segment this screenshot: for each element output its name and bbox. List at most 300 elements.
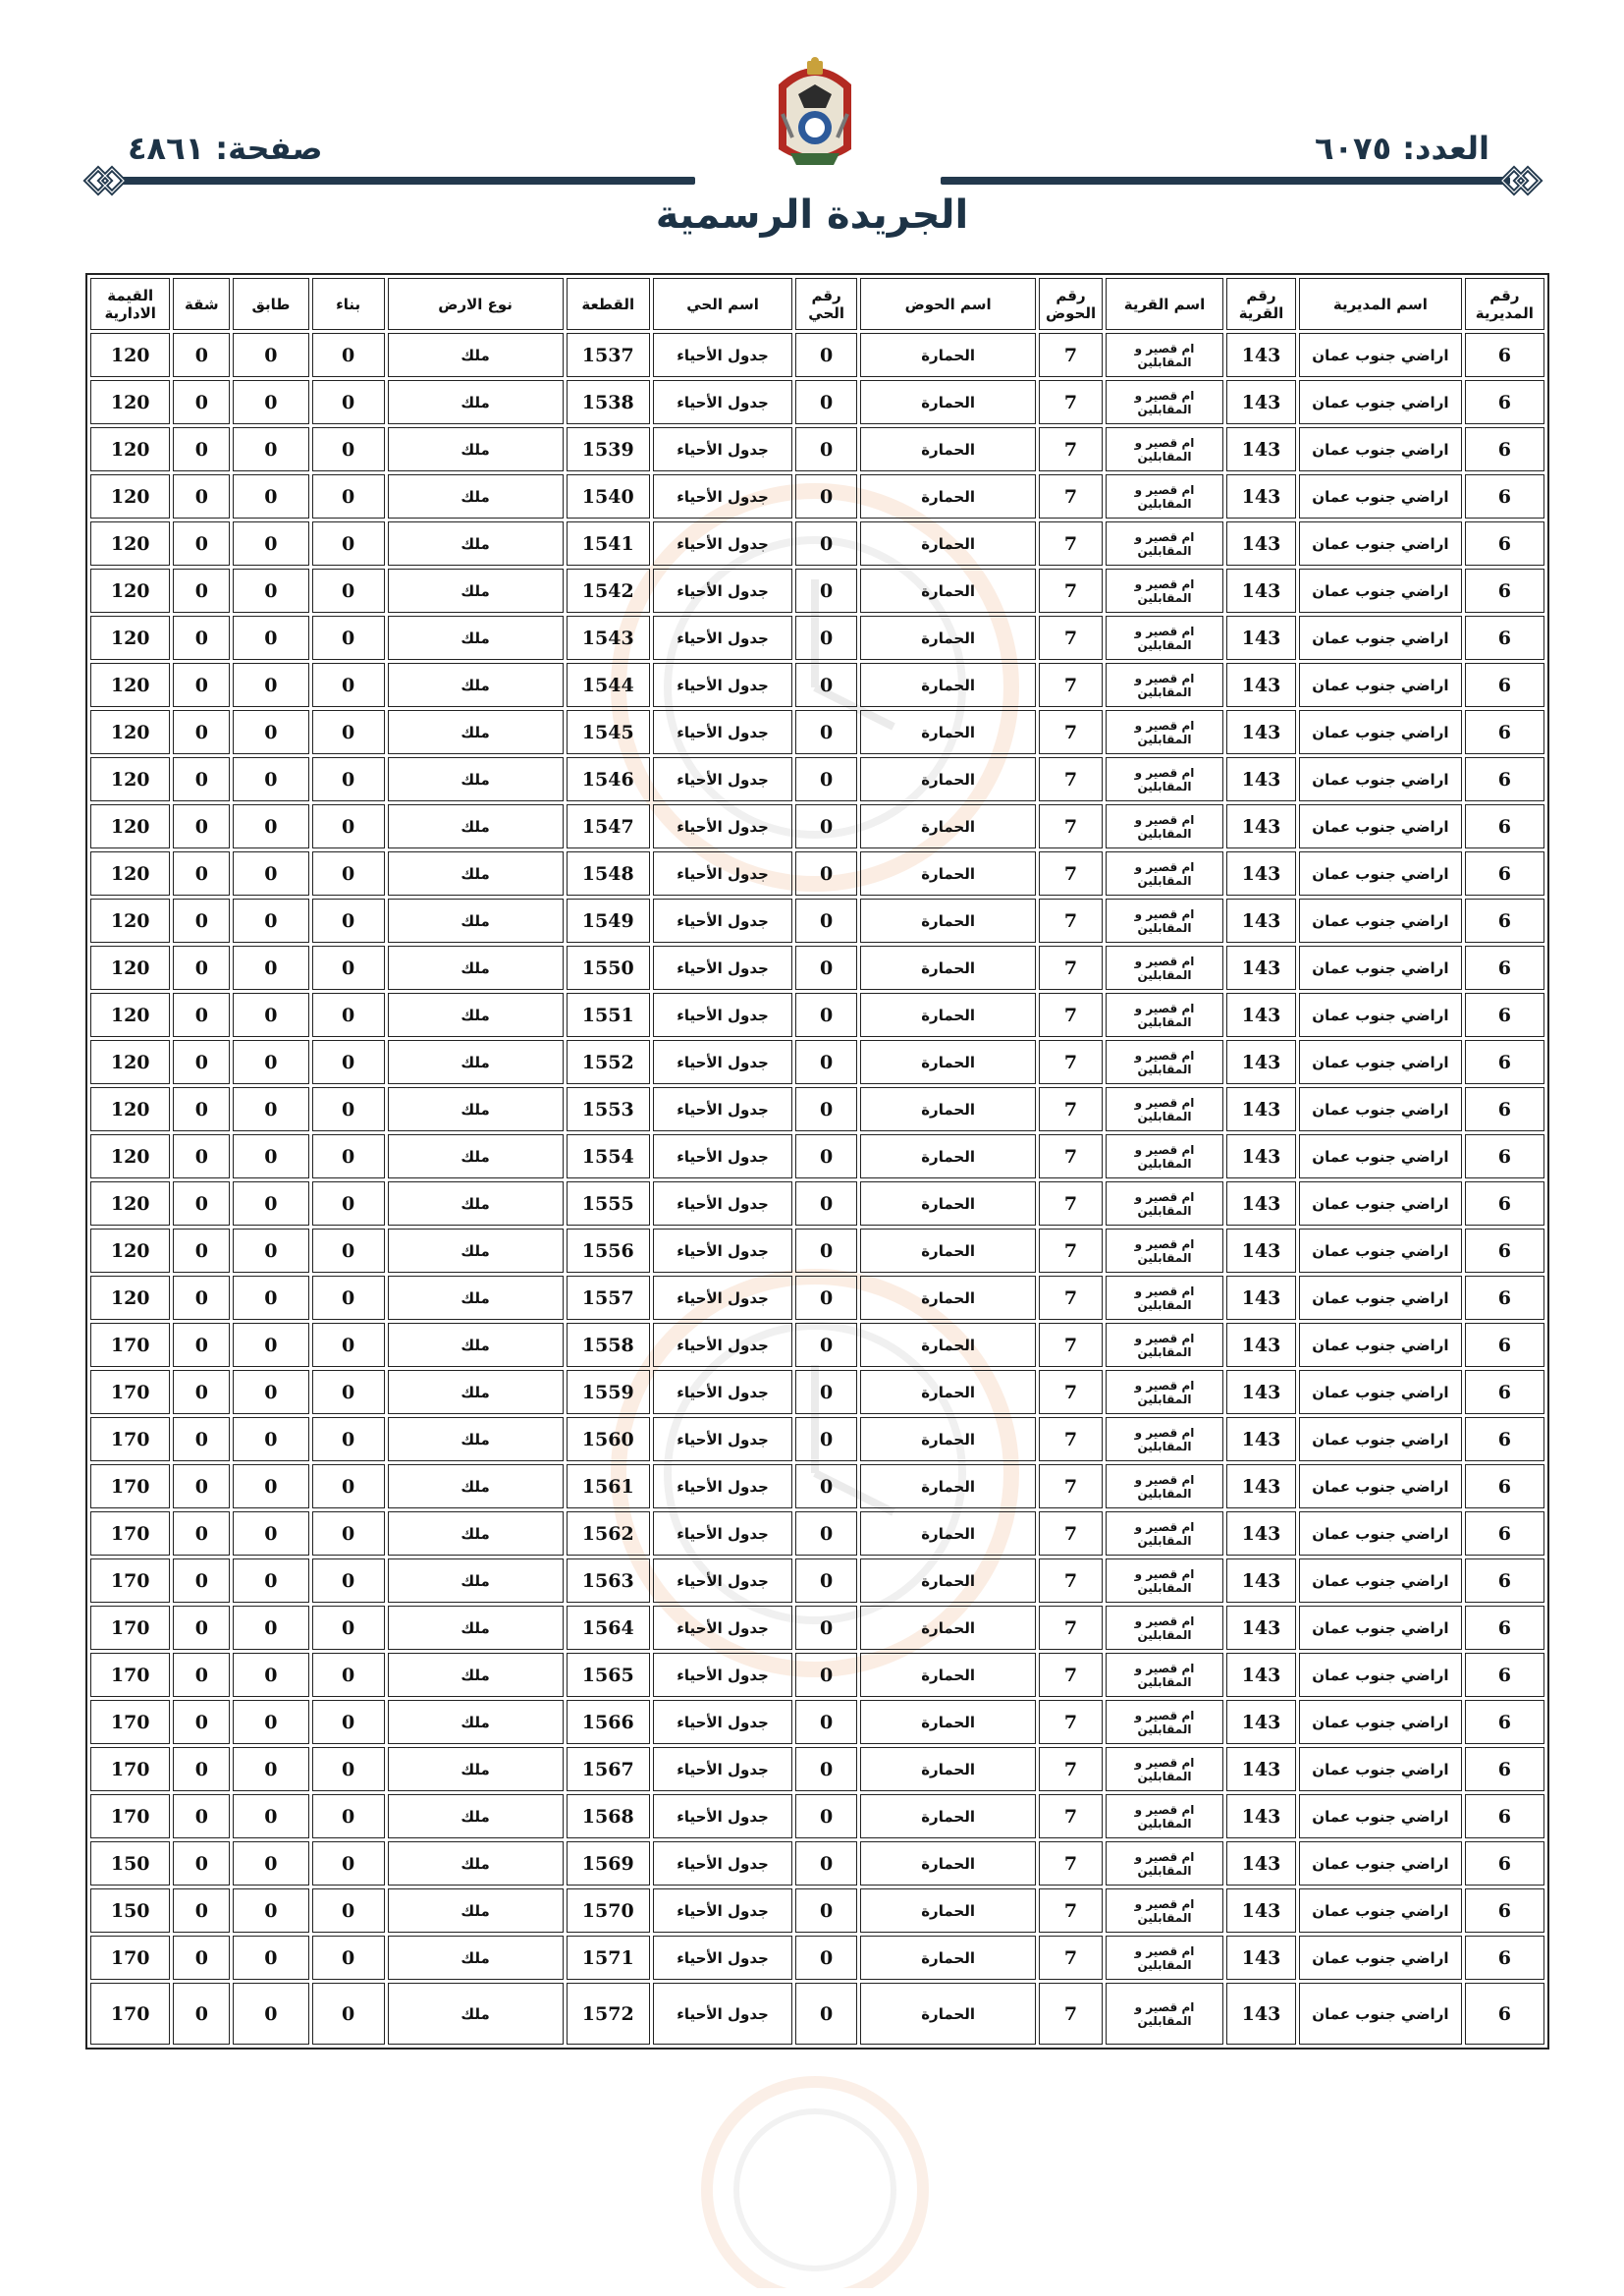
directorate-name-cell: اراضي جنوب عمان xyxy=(1299,427,1462,471)
basin-name-cell: الحمارة xyxy=(860,333,1036,377)
column-header: طابق xyxy=(233,278,308,330)
apartment-cell: 0 xyxy=(173,474,230,519)
building-cell: 0 xyxy=(312,1276,385,1320)
table-row xyxy=(90,1558,1544,1603)
basin-number-cell: 7 xyxy=(1039,1323,1103,1367)
table-row xyxy=(90,1747,1544,1791)
floor-cell: 0 xyxy=(233,1087,308,1131)
admin-value-cell: 120 xyxy=(90,333,170,377)
district-name-cell: جدول الأحياء xyxy=(653,1040,792,1084)
district-name-cell: جدول الأحياء xyxy=(653,521,792,566)
directorate-number-cell: 6 xyxy=(1465,380,1544,424)
village-number-cell: 143 xyxy=(1226,569,1296,613)
parcel-cell: 1562 xyxy=(567,1511,650,1556)
basin-number-cell: 7 xyxy=(1039,710,1103,754)
apartment-cell: 0 xyxy=(173,1653,230,1697)
village-number-cell: 143 xyxy=(1226,521,1296,566)
building-cell: 0 xyxy=(312,1511,385,1556)
table-row xyxy=(90,1606,1544,1650)
district-number-cell: 0 xyxy=(795,1464,857,1508)
village-number-cell: 143 xyxy=(1226,1087,1296,1131)
apartment-cell: 0 xyxy=(173,1558,230,1603)
directorate-number-cell: 6 xyxy=(1465,946,1544,990)
basin-name-cell: الحمارة xyxy=(860,569,1036,613)
directorate-number-cell: 6 xyxy=(1465,1700,1544,1744)
parcel-cell: 1554 xyxy=(567,1134,650,1178)
table-row xyxy=(90,1888,1544,1933)
village-name-cell: ام قصير و المقابلين xyxy=(1106,946,1223,990)
district-number-cell: 0 xyxy=(795,1276,857,1320)
column-header: اسم القرية xyxy=(1106,278,1223,330)
village-number-cell: 143 xyxy=(1226,1888,1296,1933)
district-number-cell: 0 xyxy=(795,899,857,943)
land-type-cell: ملك xyxy=(388,1558,564,1603)
land-type-cell: ملك xyxy=(388,710,564,754)
basin-name-cell: الحمارة xyxy=(860,1323,1036,1367)
directorate-name-cell: اراضي جنوب عمان xyxy=(1299,1936,1462,1980)
apartment-cell: 0 xyxy=(173,1181,230,1226)
clock-watermark-icon xyxy=(511,2062,1119,2288)
floor-cell: 0 xyxy=(233,380,308,424)
basin-name-cell: الحمارة xyxy=(860,1464,1036,1508)
basin-name-cell: الحمارة xyxy=(860,1653,1036,1697)
village-name-cell: ام قصير و المقابلين xyxy=(1106,1134,1223,1178)
district-number-cell: 0 xyxy=(795,1417,857,1461)
district-name-cell: جدول الأحياء xyxy=(653,427,792,471)
basin-number-cell: 7 xyxy=(1039,1417,1103,1461)
basin-name-cell: الحمارة xyxy=(860,1747,1036,1791)
district-name-cell: جدول الأحياء xyxy=(653,1464,792,1508)
table-row xyxy=(90,1794,1544,1838)
directorate-number-cell: 6 xyxy=(1465,1794,1544,1838)
district-name-cell: جدول الأحياء xyxy=(653,616,792,660)
village-number-cell: 143 xyxy=(1226,474,1296,519)
basin-name-cell: الحمارة xyxy=(860,851,1036,896)
directorate-number-cell: 6 xyxy=(1465,1040,1544,1084)
district-number-cell: 0 xyxy=(795,616,857,660)
land-type-cell: ملك xyxy=(388,1181,564,1226)
parcel-cell: 1571 xyxy=(567,1936,650,1980)
floor-cell: 0 xyxy=(233,427,308,471)
basin-name-cell: الحمارة xyxy=(860,1229,1036,1273)
directorate-number-cell: 6 xyxy=(1465,616,1544,660)
district-number-cell: 0 xyxy=(795,710,857,754)
building-cell: 0 xyxy=(312,474,385,519)
directorate-name-cell: اراضي جنوب عمان xyxy=(1299,1134,1462,1178)
land-type-cell: ملك xyxy=(388,899,564,943)
apartment-cell: 0 xyxy=(173,1087,230,1131)
column-header: رقم الحوض xyxy=(1039,278,1103,330)
building-cell: 0 xyxy=(312,380,385,424)
village-name-cell: ام قصير و المقابلين xyxy=(1106,616,1223,660)
admin-value-cell: 120 xyxy=(90,710,170,754)
header-rule-left xyxy=(120,177,695,185)
land-type-cell: ملك xyxy=(388,1370,564,1414)
floor-cell: 0 xyxy=(233,1134,308,1178)
admin-value-cell: 120 xyxy=(90,616,170,660)
district-name-cell: جدول الأحياء xyxy=(653,1841,792,1886)
apartment-cell: 0 xyxy=(173,521,230,566)
village-number-cell: 143 xyxy=(1226,333,1296,377)
village-number-cell: 143 xyxy=(1226,1983,1296,2045)
building-cell: 0 xyxy=(312,1747,385,1791)
building-cell: 0 xyxy=(312,1558,385,1603)
admin-value-cell: 120 xyxy=(90,1181,170,1226)
directorate-number-cell: 6 xyxy=(1465,1370,1544,1414)
column-header: رقم القرية xyxy=(1226,278,1296,330)
village-number-cell: 143 xyxy=(1226,993,1296,1037)
column-header: بناء xyxy=(312,278,385,330)
directorate-name-cell: اراضي جنوب عمان xyxy=(1299,521,1462,566)
building-cell: 0 xyxy=(312,1040,385,1084)
directorate-name-cell: اراضي جنوب عمان xyxy=(1299,1983,1462,2045)
land-type-cell: ملك xyxy=(388,521,564,566)
table-row xyxy=(90,1229,1544,1273)
admin-value-cell: 150 xyxy=(90,1888,170,1933)
district-number-cell: 0 xyxy=(795,1606,857,1650)
floor-cell: 0 xyxy=(233,1558,308,1603)
apartment-cell: 0 xyxy=(173,333,230,377)
floor-cell: 0 xyxy=(233,333,308,377)
floor-cell: 0 xyxy=(233,1606,308,1650)
district-name-cell: جدول الأحياء xyxy=(653,1370,792,1414)
table-body xyxy=(90,333,1544,2045)
village-number-cell: 143 xyxy=(1226,427,1296,471)
basin-name-cell: الحمارة xyxy=(860,616,1036,660)
directorate-number-cell: 6 xyxy=(1465,1841,1544,1886)
basin-number-cell: 7 xyxy=(1039,1888,1103,1933)
table-row xyxy=(90,1653,1544,1697)
building-cell: 0 xyxy=(312,427,385,471)
floor-cell: 0 xyxy=(233,1653,308,1697)
basin-number-cell: 7 xyxy=(1039,1936,1103,1980)
land-type-cell: ملك xyxy=(388,1087,564,1131)
basin-name-cell: الحمارة xyxy=(860,1606,1036,1650)
basin-name-cell: الحمارة xyxy=(860,1370,1036,1414)
basin-number-cell: 7 xyxy=(1039,1841,1103,1886)
basin-name-cell: الحمارة xyxy=(860,1936,1036,1980)
basin-number-cell: 7 xyxy=(1039,993,1103,1037)
basin-name-cell: الحمارة xyxy=(860,804,1036,848)
floor-cell: 0 xyxy=(233,1936,308,1980)
column-header: اسم الحي xyxy=(653,278,792,330)
admin-value-cell: 170 xyxy=(90,1794,170,1838)
land-type-cell: ملك xyxy=(388,1464,564,1508)
floor-cell: 0 xyxy=(233,757,308,801)
village-name-cell: ام قصير و المقابلين xyxy=(1106,851,1223,896)
basin-number-cell: 7 xyxy=(1039,1134,1103,1178)
apartment-cell: 0 xyxy=(173,899,230,943)
admin-value-cell: 120 xyxy=(90,663,170,707)
directorate-number-cell: 6 xyxy=(1465,1888,1544,1933)
building-cell: 0 xyxy=(312,1229,385,1273)
column-header: اسم المديرية xyxy=(1299,278,1462,330)
land-type-cell: ملك xyxy=(388,1653,564,1697)
basin-name-cell: الحمارة xyxy=(860,663,1036,707)
basin-number-cell: 7 xyxy=(1039,569,1103,613)
apartment-cell: 0 xyxy=(173,1040,230,1084)
parcel-cell: 1572 xyxy=(567,1983,650,2045)
parcel-cell: 1547 xyxy=(567,804,650,848)
admin-value-cell: 120 xyxy=(90,427,170,471)
directorate-name-cell: اراضي جنوب عمان xyxy=(1299,1323,1462,1367)
village-number-cell: 143 xyxy=(1226,804,1296,848)
basin-number-cell: 7 xyxy=(1039,1040,1103,1084)
apartment-cell: 0 xyxy=(173,1323,230,1367)
directorate-number-cell: 6 xyxy=(1465,1653,1544,1697)
table-row xyxy=(90,851,1544,896)
district-name-cell: جدول الأحياء xyxy=(653,663,792,707)
floor-cell: 0 xyxy=(233,1229,308,1273)
village-name-cell: ام قصير و المقابلين xyxy=(1106,474,1223,519)
district-number-cell: 0 xyxy=(795,1653,857,1697)
parcel-cell: 1550 xyxy=(567,946,650,990)
district-name-cell: جدول الأحياء xyxy=(653,1323,792,1367)
directorate-number-cell: 6 xyxy=(1465,1606,1544,1650)
admin-value-cell: 120 xyxy=(90,1040,170,1084)
directorate-number-cell: 6 xyxy=(1465,521,1544,566)
village-name-cell: ام قصير و المقابلين xyxy=(1106,1229,1223,1273)
village-name-cell: ام قصير و المقابلين xyxy=(1106,427,1223,471)
building-cell: 0 xyxy=(312,1417,385,1461)
village-name-cell: ام قصير و المقابلين xyxy=(1106,333,1223,377)
building-cell: 0 xyxy=(312,1323,385,1367)
column-header: القطعة xyxy=(567,278,650,330)
village-name-cell: ام قصير و المقابلين xyxy=(1106,1936,1223,1980)
directorate-name-cell: اراضي جنوب عمان xyxy=(1299,1229,1462,1273)
village-name-cell: ام قصير و المقابلين xyxy=(1106,521,1223,566)
directorate-number-cell: 6 xyxy=(1465,757,1544,801)
village-number-cell: 143 xyxy=(1226,663,1296,707)
directorate-name-cell: اراضي جنوب عمان xyxy=(1299,333,1462,377)
district-number-cell: 0 xyxy=(795,993,857,1037)
district-name-cell: جدول الأحياء xyxy=(653,1229,792,1273)
table-row xyxy=(90,569,1544,613)
floor-cell: 0 xyxy=(233,474,308,519)
admin-value-cell: 120 xyxy=(90,946,170,990)
village-number-cell: 143 xyxy=(1226,1276,1296,1320)
basin-name-cell: الحمارة xyxy=(860,474,1036,519)
admin-value-cell: 170 xyxy=(90,1323,170,1367)
floor-cell: 0 xyxy=(233,804,308,848)
land-type-cell: ملك xyxy=(388,569,564,613)
building-cell: 0 xyxy=(312,569,385,613)
village-name-cell: ام قصير و المقابلين xyxy=(1106,1747,1223,1791)
admin-value-cell: 120 xyxy=(90,474,170,519)
basin-name-cell: الحمارة xyxy=(860,1794,1036,1838)
district-name-cell: جدول الأحياء xyxy=(653,1700,792,1744)
village-number-cell: 143 xyxy=(1226,1841,1296,1886)
basin-name-cell: الحمارة xyxy=(860,1276,1036,1320)
admin-value-cell: 120 xyxy=(90,1229,170,1273)
land-type-cell: ملك xyxy=(388,1134,564,1178)
land-type-cell: ملك xyxy=(388,1040,564,1084)
district-name-cell: جدول الأحياء xyxy=(653,333,792,377)
village-name-cell: ام قصير و المقابلين xyxy=(1106,1511,1223,1556)
basin-name-cell: الحمارة xyxy=(860,710,1036,754)
apartment-cell: 0 xyxy=(173,1276,230,1320)
land-records-table xyxy=(85,273,1549,2050)
floor-cell: 0 xyxy=(233,851,308,896)
floor-cell: 0 xyxy=(233,1181,308,1226)
parcel-cell: 1538 xyxy=(567,380,650,424)
basin-number-cell: 7 xyxy=(1039,1747,1103,1791)
district-name-cell: جدول الأحياء xyxy=(653,757,792,801)
district-name-cell: جدول الأحياء xyxy=(653,1606,792,1650)
coat-of-arms-emblem xyxy=(761,55,869,179)
admin-value-cell: 120 xyxy=(90,757,170,801)
district-number-cell: 0 xyxy=(795,804,857,848)
village-name-cell: ام قصير و المقابلين xyxy=(1106,380,1223,424)
parcel-cell: 1540 xyxy=(567,474,650,519)
basin-number-cell: 7 xyxy=(1039,474,1103,519)
apartment-cell: 0 xyxy=(173,427,230,471)
village-name-cell: ام قصير و المقابلين xyxy=(1106,1841,1223,1886)
basin-number-cell: 7 xyxy=(1039,1181,1103,1226)
parcel-cell: 1549 xyxy=(567,899,650,943)
floor-cell: 0 xyxy=(233,1511,308,1556)
basin-number-cell: 7 xyxy=(1039,1229,1103,1273)
land-type-cell: ملك xyxy=(388,1229,564,1273)
apartment-cell: 0 xyxy=(173,1134,230,1178)
land-type-cell: ملك xyxy=(388,757,564,801)
land-type-cell: ملك xyxy=(388,851,564,896)
directorate-name-cell: اراضي جنوب عمان xyxy=(1299,1606,1462,1650)
directorate-number-cell: 6 xyxy=(1465,427,1544,471)
apartment-cell: 0 xyxy=(173,1229,230,1273)
directorate-name-cell: اراضي جنوب عمان xyxy=(1299,1370,1462,1414)
district-name-cell: جدول الأحياء xyxy=(653,1134,792,1178)
basin-number-cell: 7 xyxy=(1039,521,1103,566)
parcel-cell: 1555 xyxy=(567,1181,650,1226)
village-number-cell: 143 xyxy=(1226,1323,1296,1367)
district-name-cell: جدول الأحياء xyxy=(653,380,792,424)
building-cell: 0 xyxy=(312,1653,385,1697)
basin-number-cell: 7 xyxy=(1039,1558,1103,1603)
village-number-cell: 143 xyxy=(1226,899,1296,943)
apartment-cell: 0 xyxy=(173,1747,230,1791)
directorate-name-cell: اراضي جنوب عمان xyxy=(1299,1464,1462,1508)
directorate-name-cell: اراضي جنوب عمان xyxy=(1299,899,1462,943)
apartment-cell: 0 xyxy=(173,1511,230,1556)
directorate-name-cell: اراضي جنوب عمان xyxy=(1299,757,1462,801)
building-cell: 0 xyxy=(312,1841,385,1886)
admin-value-cell: 170 xyxy=(90,1417,170,1461)
directorate-number-cell: 6 xyxy=(1465,474,1544,519)
district-name-cell: جدول الأحياء xyxy=(653,1794,792,1838)
directorate-number-cell: 6 xyxy=(1465,1276,1544,1320)
land-type-cell: ملك xyxy=(388,993,564,1037)
village-name-cell: ام قصير و المقابلين xyxy=(1106,804,1223,848)
directorate-name-cell: اراضي جنوب عمان xyxy=(1299,616,1462,660)
admin-value-cell: 120 xyxy=(90,521,170,566)
land-type-cell: ملك xyxy=(388,474,564,519)
district-name-cell: جدول الأحياء xyxy=(653,1276,792,1320)
village-name-cell: ام قصير و المقابلين xyxy=(1106,1983,1223,2045)
district-name-cell: جدول الأحياء xyxy=(653,1181,792,1226)
parcel-cell: 1557 xyxy=(567,1276,650,1320)
directorate-number-cell: 6 xyxy=(1465,1087,1544,1131)
district-number-cell: 0 xyxy=(795,1794,857,1838)
basin-number-cell: 7 xyxy=(1039,804,1103,848)
parcel-cell: 1560 xyxy=(567,1417,650,1461)
table-row xyxy=(90,993,1544,1037)
directorate-number-cell: 6 xyxy=(1465,1511,1544,1556)
district-number-cell: 0 xyxy=(795,1323,857,1367)
land-type-cell: ملك xyxy=(388,380,564,424)
table-row xyxy=(90,521,1544,566)
building-cell: 0 xyxy=(312,1181,385,1226)
basin-name-cell: الحمارة xyxy=(860,1700,1036,1744)
basin-number-cell: 7 xyxy=(1039,1700,1103,1744)
land-type-cell: ملك xyxy=(388,1983,564,2045)
column-header: نوع الارض xyxy=(388,278,564,330)
village-number-cell: 143 xyxy=(1226,1794,1296,1838)
district-number-cell: 0 xyxy=(795,427,857,471)
apartment-cell: 0 xyxy=(173,993,230,1037)
district-name-cell: جدول الأحياء xyxy=(653,1653,792,1697)
directorate-number-cell: 6 xyxy=(1465,993,1544,1037)
directorate-name-cell: اراضي جنوب عمان xyxy=(1299,1747,1462,1791)
table-row xyxy=(90,1370,1544,1414)
directorate-name-cell: اراضي جنوب عمان xyxy=(1299,710,1462,754)
parcel-cell: 1546 xyxy=(567,757,650,801)
basin-number-cell: 7 xyxy=(1039,1653,1103,1697)
directorate-number-cell: 6 xyxy=(1465,851,1544,896)
building-cell: 0 xyxy=(312,1464,385,1508)
floor-cell: 0 xyxy=(233,1794,308,1838)
apartment-cell: 0 xyxy=(173,1606,230,1650)
land-type-cell: ملك xyxy=(388,1888,564,1933)
village-number-cell: 143 xyxy=(1226,616,1296,660)
directorate-number-cell: 6 xyxy=(1465,1747,1544,1791)
building-cell: 0 xyxy=(312,1700,385,1744)
parcel-cell: 1567 xyxy=(567,1747,650,1791)
village-name-cell: ام قصير و المقابلين xyxy=(1106,1606,1223,1650)
page-number: صفحة: ٤٨٦١ xyxy=(128,130,323,167)
table-row xyxy=(90,1464,1544,1508)
parcel-cell: 1569 xyxy=(567,1841,650,1886)
district-number-cell: 0 xyxy=(795,1134,857,1178)
district-number-cell: 0 xyxy=(795,1181,857,1226)
parcel-cell: 1556 xyxy=(567,1229,650,1273)
apartment-cell: 0 xyxy=(173,757,230,801)
directorate-name-cell: اراضي جنوب عمان xyxy=(1299,1276,1462,1320)
parcel-cell: 1544 xyxy=(567,663,650,707)
building-cell: 0 xyxy=(312,804,385,848)
parcel-cell: 1565 xyxy=(567,1653,650,1697)
district-name-cell: جدول الأحياء xyxy=(653,1558,792,1603)
district-number-cell: 0 xyxy=(795,946,857,990)
apartment-cell: 0 xyxy=(173,1700,230,1744)
land-type-cell: ملك xyxy=(388,1276,564,1320)
directorate-number-cell: 6 xyxy=(1465,1134,1544,1178)
directorate-name-cell: اراضي جنوب عمان xyxy=(1299,1888,1462,1933)
page-header xyxy=(0,0,1624,265)
district-number-cell: 0 xyxy=(795,1700,857,1744)
apartment-cell: 0 xyxy=(173,380,230,424)
building-cell: 0 xyxy=(312,757,385,801)
directorate-number-cell: 6 xyxy=(1465,333,1544,377)
district-number-cell: 0 xyxy=(795,1370,857,1414)
apartment-cell: 0 xyxy=(173,663,230,707)
admin-value-cell: 170 xyxy=(90,1747,170,1791)
directorate-name-cell: اراضي جنوب عمان xyxy=(1299,804,1462,848)
admin-value-cell: 120 xyxy=(90,993,170,1037)
directorate-name-cell: اراضي جنوب عمان xyxy=(1299,1040,1462,1084)
table-row xyxy=(90,1983,1544,2045)
district-name-cell: جدول الأحياء xyxy=(653,569,792,613)
